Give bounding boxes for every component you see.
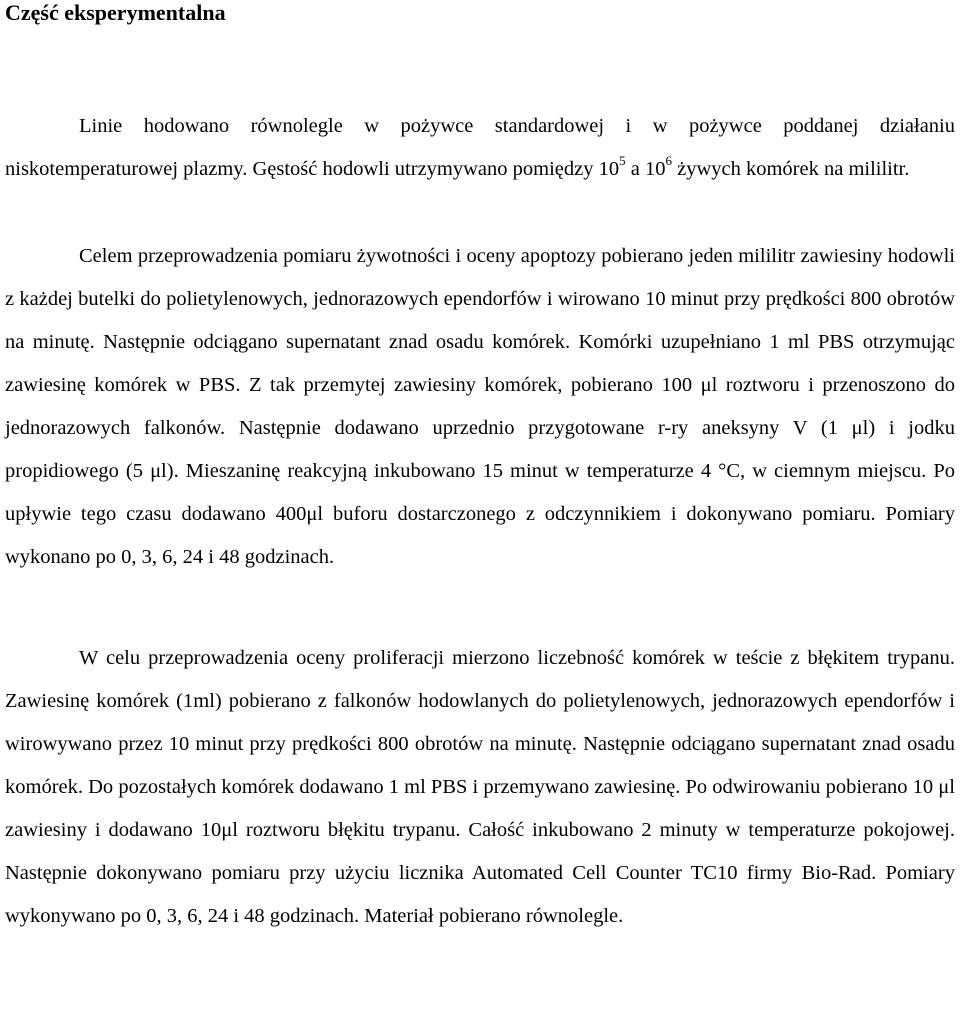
paragraph-culture-conditions [5,105,955,191]
paragraph-text: Linie hodowano równolegle w pożywce standardowej i w pożywce poddanej działaniu niskotemperaturowej plazmy. Gęstość hodowli utrzymywano pomiędzy 10 [5,115,955,180]
paragraph-viability-apoptosis: Celem przeprowadzenia pomiaru żywotności i oceny apoptozy pobierano jeden mililitr zawiesiny hodowli z każdej butelki do polietylenowych, jednorazowych ependorfów i wirowano 10 minut przy prędkości 800 obrotów na minutę. Następnie odciągano supernatant znad osadu komórek. Komórki uzupełniano 1 ml PBS otrzymując zawiesinę komórek w PBS. Z tak przemytej zawiesiny komórek, pobierano 100 μl roztworu i przenoszono do jednorazowych falkonów. Następnie dodawano uprzednio przygotowane r-ry aneksyny V (1 μl) i jodku propidiowego (5 μl). Mieszaninę reakcyjną inkubowano 15 minut w temperaturze 4 °C, w ciemnym miejscu. Po upływie tego czasu dodawano 400μl buforu dostarczonego z odczynnikiem i dokonywano pomiaru. Pomiary wykonano po 0, 3, 6, 24 i 48 godzinach. [5,245,955,568]
exponent: 5 [619,153,626,169]
section-heading: Część eksperymentalna [5,0,226,25]
document-page [5,0,955,1025]
paragraph-proliferation: W celu przeprowadzenia oceny proliferacji mierzono liczebność komórek w teście z błękitem trypanu. Zawiesinę komórek (1ml) pobierano z falkonów hodowlanych do polietylenowych, jednorazowych ependorfów i wirowywano przez 10 minut przy prędkości 800 obrotów na minutę. Następnie odciągano supernatant znad osadu komórek. Do pozostałych komórek dodawano 1 ml PBS i przemywano zawiesinę. Po odwirowaniu pobierano 10 μl zawiesiny i dodawano 10μl roztworu błękitu trypanu. Całość inkubowano 2 minuty w temperaturze pokojowej. Następnie dokonywano pomiaru przy użyciu licznika Automated Cell Counter TC10 firmy Bio-Rad. Pomiary wykonywano po 0, 3, 6, 24 i 48 godzinach. Materiał pobierano równolegle. [5,647,955,927]
paragraph-text: żywych komórek na mililitr. [671,158,910,180]
exponent: 6 [665,153,672,169]
paragraph-text: a 10 [625,158,666,180]
